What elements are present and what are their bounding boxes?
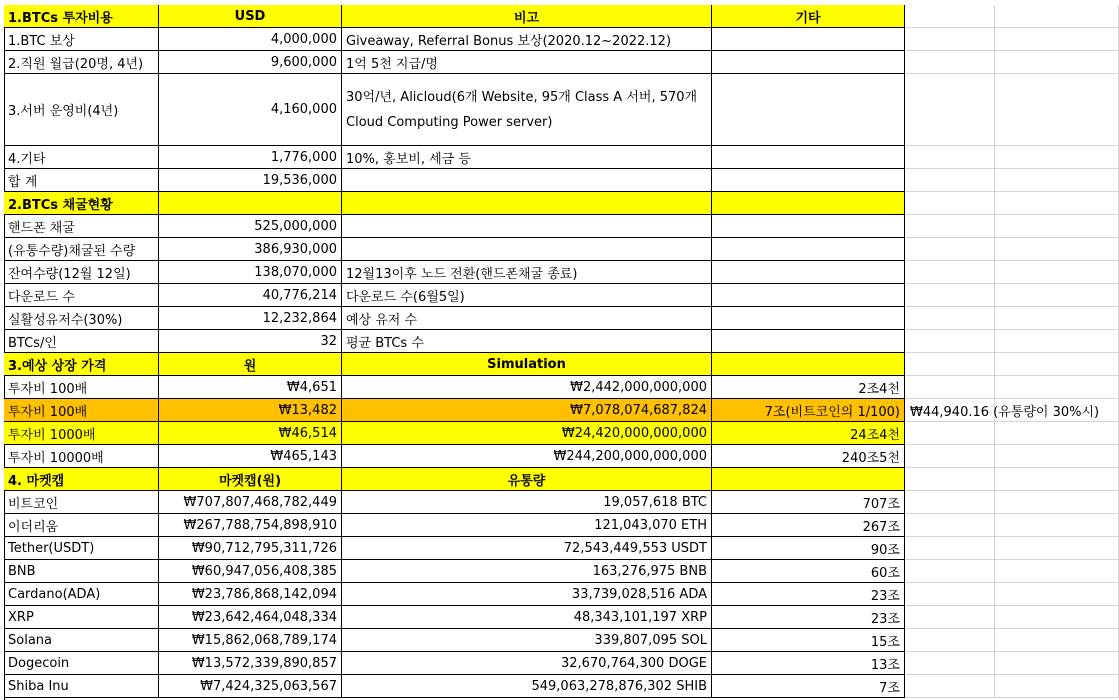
simulation-value[interactable]: ₩244,200,000,000,000 bbox=[342, 445, 712, 468]
empty-cell[interactable] bbox=[905, 652, 995, 675]
empty-cell[interactable] bbox=[995, 51, 1119, 74]
empty-cell[interactable] bbox=[995, 537, 1119, 560]
circulation-value[interactable]: 72,543,449,553 USDT bbox=[342, 537, 712, 560]
usd-value[interactable]: 1,776,000 bbox=[159, 146, 342, 169]
value-cell[interactable]: 138,070,000 bbox=[159, 261, 342, 284]
note-value[interactable] bbox=[342, 215, 712, 238]
marketcap-short[interactable]: 7조 bbox=[712, 675, 905, 698]
empty-cell[interactable] bbox=[905, 537, 995, 560]
circulation-value[interactable]: 163,276,975 BNB bbox=[342, 560, 712, 583]
empty-cell[interactable] bbox=[995, 169, 1119, 192]
marketcap-short[interactable]: 60조 bbox=[712, 560, 905, 583]
table-row bbox=[0, 261, 1119, 284]
value-cell[interactable]: 525,000,000 bbox=[159, 215, 342, 238]
row-label[interactable]: 다운로드 수 bbox=[4, 284, 159, 307]
usd-value[interactable]: 9,600,000 bbox=[159, 51, 342, 74]
marketcap-value[interactable]: ₩60,947,056,408,385 bbox=[159, 560, 342, 583]
row-label[interactable]: 1.BTC 보상 bbox=[4, 28, 159, 51]
empty-cell[interactable] bbox=[995, 284, 1119, 307]
section1-title[interactable]: 1.BTCs 투자비용 bbox=[4, 5, 159, 28]
marketcap-value[interactable]: ₩90,712,795,311,726 bbox=[159, 537, 342, 560]
empty-cell[interactable] bbox=[995, 514, 1119, 537]
empty-cell[interactable] bbox=[995, 583, 1119, 606]
empty-cell[interactable] bbox=[905, 192, 995, 215]
note-value[interactable]: 예상 유저 수 bbox=[342, 307, 712, 330]
usd-header[interactable]: USD bbox=[159, 5, 342, 28]
simulation-value[interactable]: ₩24,420,000,000,000 bbox=[342, 422, 712, 445]
empty-cell[interactable] bbox=[905, 629, 995, 652]
marketcap-header[interactable]: 마켓캡(원) bbox=[159, 468, 342, 491]
coin-row bbox=[0, 514, 1119, 537]
row-label[interactable]: 잔여수량(12월 12일) bbox=[4, 261, 159, 284]
circulation-value[interactable]: 33,739,028,516 ADA bbox=[342, 583, 712, 606]
etc-value[interactable] bbox=[712, 74, 905, 146]
marketcap-short[interactable]: 23조 bbox=[712, 606, 905, 629]
etc-value[interactable]: 2조4천 bbox=[712, 376, 905, 399]
marketcap-value[interactable]: ₩23,642,464,048,334 bbox=[159, 606, 342, 629]
empty-cell[interactable] bbox=[905, 169, 995, 192]
table-row bbox=[0, 307, 1119, 330]
coin-name[interactable]: 이더리움 bbox=[4, 514, 159, 537]
price-value[interactable]: ₩13,482 bbox=[159, 399, 342, 422]
note-value[interactable] bbox=[342, 238, 712, 261]
usd-value[interactable]: 4,000,000 bbox=[159, 28, 342, 51]
etc-value[interactable] bbox=[712, 238, 905, 261]
empty-cell[interactable] bbox=[995, 238, 1119, 261]
value-cell[interactable]: 386,930,000 bbox=[159, 238, 342, 261]
empty-cell[interactable] bbox=[995, 353, 1119, 376]
header-cell[interactable] bbox=[159, 192, 342, 215]
marketcap-value[interactable]: ₩707,807,468,782,449 bbox=[159, 491, 342, 514]
empty-cell[interactable] bbox=[905, 422, 995, 445]
table-row bbox=[0, 51, 1119, 74]
marketcap-short[interactable]: 707조 bbox=[712, 491, 905, 514]
empty-cell[interactable] bbox=[995, 261, 1119, 284]
row-label[interactable]: BTCs/인 bbox=[4, 330, 159, 353]
marketcap-short[interactable]: 15조 bbox=[712, 629, 905, 652]
empty-cell[interactable] bbox=[995, 560, 1119, 583]
price-value[interactable]: ₩46,514 bbox=[159, 422, 342, 445]
section3-header-row bbox=[0, 353, 1119, 376]
etc-value[interactable]: 240조5천 bbox=[712, 445, 905, 468]
coin-row bbox=[0, 606, 1119, 629]
usd-value[interactable]: 19,536,000 bbox=[159, 169, 342, 192]
etc-value[interactable] bbox=[712, 215, 905, 238]
coin-name[interactable]: Dogecoin bbox=[4, 652, 159, 675]
coin-name[interactable]: Cardano(ADA) bbox=[4, 583, 159, 606]
note-value[interactable]: Giveaway, Referral Bonus 보상(2020.12~2022.12) bbox=[342, 28, 712, 51]
empty-cell[interactable] bbox=[905, 284, 995, 307]
table-row bbox=[0, 215, 1119, 238]
empty-cell[interactable] bbox=[995, 192, 1119, 215]
value-cell[interactable]: 32 bbox=[159, 330, 342, 353]
highlighted-row bbox=[0, 399, 1119, 422]
row-label[interactable]: 투자비 100배 bbox=[4, 376, 159, 399]
etc-value[interactable] bbox=[712, 28, 905, 51]
section3-title[interactable]: 3.예상 상장 가격 bbox=[4, 353, 159, 376]
note-value[interactable] bbox=[342, 169, 712, 192]
marketcap-short[interactable]: 267조 bbox=[712, 514, 905, 537]
header-cell[interactable] bbox=[712, 468, 905, 491]
empty-cell[interactable] bbox=[995, 74, 1119, 146]
empty-cell[interactable] bbox=[905, 307, 995, 330]
coin-row bbox=[0, 537, 1119, 560]
empty-cell[interactable] bbox=[995, 468, 1119, 491]
empty-cell[interactable] bbox=[905, 146, 995, 169]
section2-header-row bbox=[0, 192, 1119, 215]
table-row bbox=[0, 422, 1119, 445]
row-label[interactable]: 2.직원 월급(20명, 4년) bbox=[4, 51, 159, 74]
empty-cell[interactable] bbox=[995, 5, 1119, 28]
header-cell[interactable] bbox=[712, 353, 905, 376]
table-row bbox=[0, 146, 1119, 169]
coin-name[interactable]: Shiba Inu bbox=[4, 675, 159, 698]
empty-cell[interactable] bbox=[905, 445, 995, 468]
header-cell[interactable] bbox=[712, 192, 905, 215]
total-row bbox=[0, 169, 1119, 192]
price-value[interactable]: ₩465,143 bbox=[159, 445, 342, 468]
empty-cell[interactable] bbox=[905, 74, 995, 146]
empty-cell[interactable] bbox=[905, 376, 995, 399]
section1-header-row bbox=[0, 5, 1119, 28]
note-value[interactable]: 30억/년, Alicloud(6개 Website, 95개 Class A 서버, 570개 Cloud Computing Power server) bbox=[342, 74, 712, 146]
row-label[interactable]: 투자비 100배 bbox=[4, 399, 159, 422]
empty-cell[interactable] bbox=[995, 215, 1119, 238]
row-label[interactable]: 투자비 1000배 bbox=[4, 422, 159, 445]
etc-value[interactable] bbox=[712, 169, 905, 192]
table-row bbox=[0, 284, 1119, 307]
empty-cell[interactable] bbox=[995, 606, 1119, 629]
row-label[interactable]: 투자비 10000배 bbox=[4, 445, 159, 468]
row-label[interactable]: 4.기타 bbox=[4, 146, 159, 169]
empty-cell[interactable] bbox=[995, 146, 1119, 169]
circulation-header[interactable]: 유통량 bbox=[342, 468, 712, 491]
circulation-value[interactable]: 549,063,278,876,302 SHIB bbox=[342, 675, 712, 698]
empty-cell[interactable] bbox=[995, 491, 1119, 514]
coin-row bbox=[0, 560, 1119, 583]
empty-cell[interactable] bbox=[905, 261, 995, 284]
value-cell[interactable]: 12,232,864 bbox=[159, 307, 342, 330]
etc-value[interactable]: 7조(비트코인의 1/100) bbox=[712, 399, 905, 422]
section4-header-row bbox=[0, 468, 1119, 491]
note-value[interactable]: 10%, 홍보비, 세금 등 bbox=[342, 146, 712, 169]
section2-title[interactable]: 2.BTCs 채굴현황 bbox=[4, 192, 159, 215]
row-label[interactable]: 실활성유저수(30%) bbox=[4, 307, 159, 330]
coin-name[interactable]: 비트코인 bbox=[4, 491, 159, 514]
circulation-value[interactable]: 48,343,101,197 XRP bbox=[342, 606, 712, 629]
note-value[interactable]: 다운로드 수(6월5일) bbox=[342, 284, 712, 307]
coin-row bbox=[0, 652, 1119, 675]
coin-row bbox=[0, 491, 1119, 514]
circulation-value[interactable]: 339,807,095 SOL bbox=[342, 629, 712, 652]
coin-name[interactable]: Tether(USDT) bbox=[4, 537, 159, 560]
etc-value[interactable]: 24조4천 bbox=[712, 422, 905, 445]
marketcap-value[interactable]: ₩15,862,068,789,174 bbox=[159, 629, 342, 652]
row-label[interactable]: 핸드폰 채굴 bbox=[4, 215, 159, 238]
header-cell[interactable] bbox=[342, 192, 712, 215]
coin-row bbox=[0, 583, 1119, 606]
empty-cell[interactable] bbox=[995, 629, 1119, 652]
empty-cell[interactable] bbox=[995, 652, 1119, 675]
simulation-header[interactable]: Simulation bbox=[342, 353, 712, 376]
row-label[interactable]: 3.서버 운영비(4년) bbox=[4, 74, 159, 146]
marketcap-value[interactable]: ₩13,572,339,890,857 bbox=[159, 652, 342, 675]
circulation-value[interactable]: 32,670,764,300 DOGE bbox=[342, 652, 712, 675]
note-value[interactable]: 12월13이후 노드 전환(핸드폰채굴 종료) bbox=[342, 261, 712, 284]
marketcap-short[interactable]: 23조 bbox=[712, 583, 905, 606]
empty-cell[interactable] bbox=[905, 28, 995, 51]
table-row bbox=[0, 330, 1119, 353]
etc-value[interactable] bbox=[712, 261, 905, 284]
note-header[interactable]: 비고 bbox=[342, 5, 712, 28]
empty-cell[interactable] bbox=[905, 51, 995, 74]
empty-cell[interactable] bbox=[995, 675, 1119, 698]
circulation-value[interactable]: 19,057,618 BTC bbox=[342, 491, 712, 514]
etc-value[interactable] bbox=[712, 51, 905, 74]
empty-cell[interactable] bbox=[905, 514, 995, 537]
empty-cell[interactable] bbox=[995, 445, 1119, 468]
etc-value[interactable] bbox=[712, 284, 905, 307]
coin-name[interactable]: Solana bbox=[4, 629, 159, 652]
empty-cell[interactable] bbox=[905, 238, 995, 261]
empty-cell[interactable] bbox=[905, 583, 995, 606]
empty-cell[interactable] bbox=[905, 675, 995, 698]
note-value[interactable]: 1억 5천 지급/명 bbox=[342, 51, 712, 74]
marketcap-value[interactable]: ₩23,786,868,142,094 bbox=[159, 583, 342, 606]
table-row bbox=[0, 376, 1119, 399]
row-label[interactable]: 합 계 bbox=[4, 169, 159, 192]
etc-value[interactable] bbox=[712, 330, 905, 353]
coin-row bbox=[0, 675, 1119, 698]
empty-cell[interactable] bbox=[905, 330, 995, 353]
row-label[interactable]: (유통수량)채굴된 수량 bbox=[4, 238, 159, 261]
price-value[interactable]: ₩4,651 bbox=[159, 376, 342, 399]
table-row bbox=[0, 445, 1119, 468]
section4-title[interactable]: 4. 마켓캡 bbox=[4, 468, 159, 491]
usd-value[interactable]: 4,160,000 bbox=[159, 74, 342, 146]
coin-name[interactable]: XRP bbox=[4, 606, 159, 629]
empty-cell[interactable] bbox=[995, 422, 1119, 445]
circulation-value[interactable]: 121,043,070 ETH bbox=[342, 514, 712, 537]
coin-name[interactable]: BNB bbox=[4, 560, 159, 583]
circulation-note[interactable]: ₩44,940.16 (유통량이 30%시) bbox=[910, 405, 1100, 420]
empty-cell[interactable] bbox=[995, 330, 1119, 353]
empty-cell[interactable] bbox=[905, 353, 995, 376]
coin-row bbox=[0, 629, 1119, 652]
note-value[interactable]: 평균 BTCs 수 bbox=[342, 330, 712, 353]
table-row bbox=[0, 238, 1119, 261]
empty-cell[interactable] bbox=[905, 215, 995, 238]
simulation-value[interactable]: ₩7,078,074,687,824 bbox=[342, 399, 712, 422]
won-header[interactable]: 원 bbox=[159, 353, 342, 376]
etc-value[interactable] bbox=[712, 146, 905, 169]
table-row bbox=[0, 28, 1119, 51]
simulation-value[interactable]: ₩2,442,000,000,000 bbox=[342, 376, 712, 399]
value-cell[interactable]: 40,776,214 bbox=[159, 284, 342, 307]
etc-value[interactable] bbox=[712, 307, 905, 330]
marketcap-value[interactable]: ₩7,424,325,063,567 bbox=[159, 675, 342, 698]
empty-cell[interactable] bbox=[905, 606, 995, 629]
table-row bbox=[0, 74, 1119, 146]
etc-header[interactable]: 기타 bbox=[712, 5, 905, 28]
marketcap-short[interactable]: 13조 bbox=[712, 652, 905, 675]
empty-cell[interactable] bbox=[995, 376, 1119, 399]
empty-cell[interactable] bbox=[905, 5, 995, 28]
empty-cell[interactable] bbox=[995, 28, 1119, 51]
empty-cell[interactable] bbox=[905, 560, 995, 583]
marketcap-short[interactable]: 90조 bbox=[712, 537, 905, 560]
empty-cell[interactable] bbox=[905, 468, 995, 491]
empty-cell[interactable] bbox=[995, 307, 1119, 330]
marketcap-value[interactable]: ₩267,788,754,898,910 bbox=[159, 514, 342, 537]
empty-cell[interactable] bbox=[905, 491, 995, 514]
